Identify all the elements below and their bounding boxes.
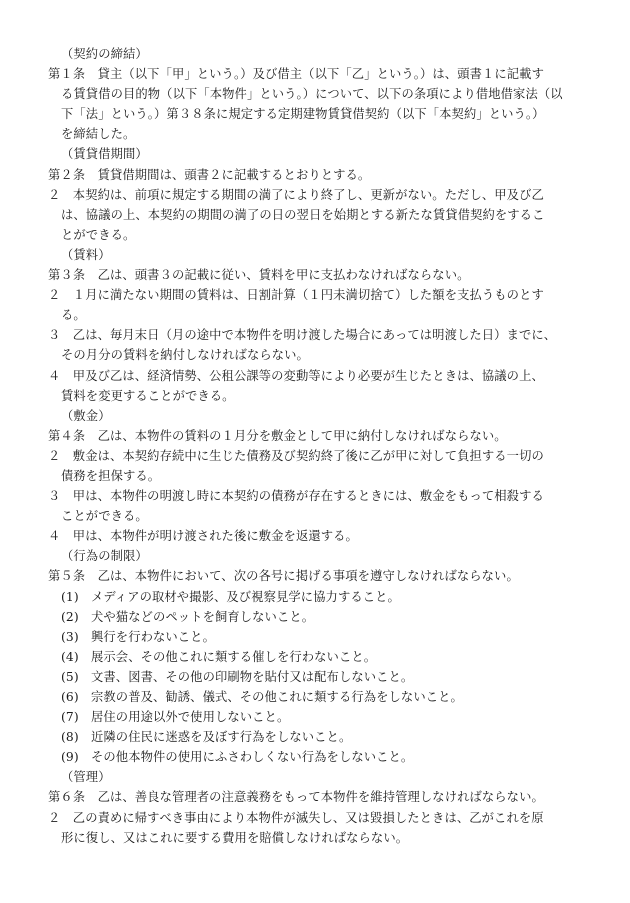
list-item-number: (9) [61, 750, 79, 765]
list-item [48, 647, 590, 667]
article-heading: （賃貸借期間） [61, 147, 148, 162]
paragraph-first-line: 第３条 乙は、頭書３の記載に従い、賃料を甲に支払わなければならない。 [48, 268, 470, 283]
paragraph-continuation-line: は、協議の上、本契約の期間の満了の日の翌日を始期とする新たな賃貸借契約をするこ [61, 207, 545, 222]
article-section [48, 546, 590, 767]
list-item-number: (8) [61, 730, 79, 745]
paragraph-first-line: ４ 甲は、本物件が明け渡された後に敷金を返還する。 [48, 529, 358, 544]
paragraph-continuation-line: とができる。 [61, 227, 136, 242]
paragraph-continuation-line: を締結した。 [61, 127, 136, 142]
paragraph-first-line: ３ 甲は、本物件の明渡し時に本契約の債務が存在するときには、敷金をもって相殺する [48, 489, 544, 504]
list-item-text: 宗教の普及、勧誘、儀式、その他これに類する行為をしないこと。 [91, 690, 463, 704]
paragraph-first-line: ２ 本契約は、前項に規定する期間の満了により終了し、更新がない。ただし、甲及び乙 [48, 187, 544, 202]
paragraph-first-line: ４ 甲及び乙は、経済情勢、公租公課等の変動等により必要が生じたときは、協議の上、 [48, 368, 544, 383]
article-heading: （敷金） [61, 408, 111, 423]
article-heading: （契約の締結） [61, 47, 148, 61]
paragraph-continuation-line: 賃料を変更することができる。 [61, 388, 235, 403]
list-item-text: メディアの取材や撮影、及び視察見学に協力すること。 [91, 589, 400, 604]
article-heading: （賃料） [61, 247, 111, 262]
paragraph-first-line: ２ 敷金は、本契約存続中に生じた債務及び契約終了後に乙が甲に対して負担する一切の [48, 448, 544, 463]
list-item-text: その他本物件の使用にふさわしくない行為をしないこと。 [91, 750, 414, 765]
paragraph-first-line: 第１条 貸主（以下「甲」という。）及び借主（以下「乙」という。）は、頭書１に記載す [48, 67, 544, 82]
list-item-number: (4) [61, 649, 79, 664]
list-item-number: (1) [61, 589, 79, 604]
list-item [48, 727, 590, 747]
article-section [48, 406, 590, 547]
paragraph-first-line: 第６条 乙は、善良な管理者の注意義務をもって本物件を維持管理しなければならない。 [48, 790, 544, 805]
paragraph-continuation-line: 形に復し、又はこれに要する費用を賠償しなければならない。 [61, 830, 409, 845]
paragraph-first-line: ３ 乙は、毎月末日（月の途中で本物件を明け渡した場合にあっては明渡した日）までに、 [48, 328, 557, 343]
list-item-text: 文書、図書、その他の印刷物を貼付又は配布しないこと。 [91, 669, 414, 684]
article-section [48, 144, 590, 244]
article-section [48, 44, 590, 144]
paragraph-continuation-line: ことができる。 [61, 509, 148, 524]
list-item-number: (7) [61, 710, 79, 725]
list-item [48, 667, 590, 687]
article-section [48, 767, 590, 847]
list-item-text: 興行を行わないこと。 [91, 629, 215, 644]
list-item [48, 587, 590, 607]
paragraph-first-line: ２ １月に満たない期間の賃料は、日割計算（１円未満切捨て）した額を支払うものとす [48, 288, 544, 303]
list-item-text: 近隣の住民に迷惑を及ぼす行為をしないこと。 [91, 730, 352, 745]
paragraph-continuation-line: る。 [61, 308, 86, 323]
list-item-number: (3) [61, 629, 79, 644]
paragraph-continuation-line: その月分の賃料を納付しなければならない。 [61, 348, 309, 363]
paragraph-continuation-line: る賃貸借の目的物（以下「本物件」という。）について、以下の条項により借地借家法（以 [61, 87, 563, 102]
paragraph-first-line: 第５条 乙は、本物件において、次の各号に掲げる事項を遵守しなければならない。 [48, 569, 519, 584]
paragraph-first-line: 第２条 賃貸借期間は、頭書２に記載するとおりとする。 [48, 167, 371, 182]
list-item-text: 犬や猫などのペットを飼育しないこと。 [91, 609, 315, 624]
article-section [48, 245, 590, 406]
paragraph-continuation-line: 下「法」という。）第３８条に規定する定期建物賃貸借契約（以下「本契約」という。） [61, 107, 545, 122]
list-item [48, 607, 590, 627]
paragraph-first-line: ２ 乙の責めに帰すべき事由により本物件が滅失し、又は毀損したときは、乙がこれを原 [48, 810, 544, 825]
list-item-text: 居住の用途以外で使用しないこと。 [91, 710, 290, 725]
list-item [48, 707, 590, 727]
list-item [48, 687, 590, 707]
article-heading: （管理） [61, 770, 111, 785]
paragraph-first-line: 第４条 乙は、本物件の賃料の１月分を敷金として甲に納付しなければならない。 [48, 428, 507, 443]
paragraph-continuation-line: 債務を担保する。 [61, 468, 161, 483]
list-item [48, 747, 590, 767]
list-item-text: 展示会、その他これに類する催しを行わないこと。 [91, 649, 377, 664]
list-item-number: (6) [61, 690, 79, 704]
list-item-number: (5) [61, 669, 79, 684]
list-item [48, 627, 590, 647]
list-item-number: (2) [61, 609, 79, 624]
article-heading: （行為の制限） [61, 549, 148, 564]
